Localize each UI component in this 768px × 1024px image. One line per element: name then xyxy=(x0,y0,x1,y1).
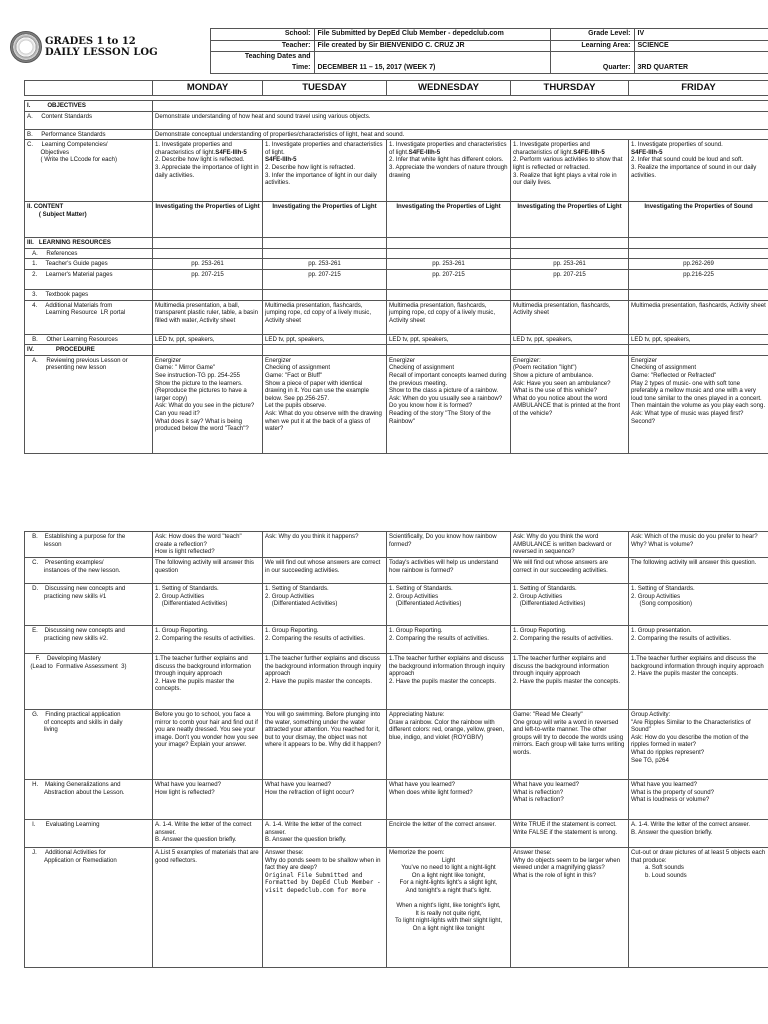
proc-d-thursday: 1. Setting of Standards. 2. Group Activities (Differentiated Activities) xyxy=(511,584,629,626)
form-title-line1: GRADES 1 to 12 xyxy=(45,35,136,47)
materials-thursday: Multimedia presentation, flashcards, Activity sheet xyxy=(511,300,629,334)
content-title-thursday: Investigating the Properties of Light xyxy=(511,202,629,238)
lm-pages-friday: pp.216-225 xyxy=(629,269,768,289)
proc-h-wednesday: What have you learned? When does white light formed? xyxy=(387,780,511,820)
other-resources-label: B. Other Learning Resources xyxy=(25,334,153,345)
tg-pages-label: 1. Teacher's Guide pages xyxy=(25,259,153,270)
other-resources-friday: LED tv, ppt, speakers, xyxy=(629,334,768,345)
materials-friday: Multimedia presentation, flashcards, Activity sheet xyxy=(629,300,768,334)
procedure-label: IV. PROCEDURE xyxy=(25,345,153,356)
proc-i-monday: A. 1-4. Write the letter of the correct answer. B. Answer the question briefly. xyxy=(153,820,263,848)
materials-wednesday: Multimedia presentation, flashcards, jumping rope, cd copy of a lively music, Activity sheet xyxy=(387,300,511,334)
proc-f-thursday: 1.The teacher further explains and discuss the background information through inquiry approach 2. Have the pupils master the concepts. xyxy=(511,654,629,710)
materials-tuesday: Multimedia presentation, flashcards, jumping rope, cd copy of a lively music, Activity sheet xyxy=(263,300,387,334)
materials-monday: Multimedia presentation, a ball, transparent plastic ruler, table, a basin filled with water, Activity sheet xyxy=(153,300,263,334)
grade-value: IV xyxy=(634,29,768,41)
lm-pages-wednesday: pp. 207-215 xyxy=(387,269,511,289)
header-table xyxy=(8,28,768,74)
day-thursday: THURSDAY xyxy=(511,81,629,96)
proc-j-wednesday xyxy=(387,848,511,968)
additional-materials-label: 4. Additional Materials from Learning Resource LR portal xyxy=(25,300,153,334)
watermark-note: Original File Submitted and Formatted by DepEd Club Member - visit depedclub.com for more xyxy=(265,871,381,894)
proc-j-friday-intro: Cut-out or draw pictures of at least 5 objects each that produce: xyxy=(631,849,766,864)
lesson-table-page2 xyxy=(24,531,768,968)
proc-j-monday: A.List 5 examples of materials that are good reflectors. xyxy=(153,848,263,968)
school-value: File Submitted by DepEd Club Member - depedclub.com xyxy=(314,29,550,41)
proc-i-tuesday: A. 1-4. Write the letter of the correct answer. B. Answer the question briefly. xyxy=(263,820,387,848)
proc-f-monday: 1.The teacher further explains and discuss the background information through inquiry approach 2. Have the pupils master the concepts. xyxy=(153,654,263,710)
proc-g-tuesday: You will go swimming. Before plunging into the water, something under the water attracted your attention. You reached for it, but to your dismay, the object was not where it appears to be. Why did it happen? xyxy=(263,710,387,780)
school-label: School: xyxy=(210,29,314,41)
proc-h-thursday: What have you learned? What is reflection? What is refraction? xyxy=(511,780,629,820)
proc-a-friday: Energizer Checking of assignment Game: "Reflected or Refracted" Play 2 types of music- one with soft tone preferably a mellow music and one with a very loud tone similar to the ones played in a concert. Then maintain the volume as you play each song. Ask: What type of music was played first? Second? xyxy=(629,355,768,453)
other-resources-tuesday: LED tv, ppt, speakers, xyxy=(263,334,387,345)
proc-i-thursday: Write TRUE if the statement is correct. Write FALSE if the statement is wrong. xyxy=(511,820,629,848)
proc-b-friday: Ask: Which of the music do you prefer to hear? Why? What is volume? xyxy=(629,532,768,558)
quarter-value: 3RD QUARTER xyxy=(634,52,768,74)
proc-j-tuesday xyxy=(263,848,387,968)
form-title-line2: DAILY LESSON LOG xyxy=(45,46,158,58)
lm-pages-label: 2. Learner's Material pages xyxy=(25,269,153,289)
proc-d-wednesday: 1. Setting of Standards. 2. Group Activities (Differentiated Activities) xyxy=(387,584,511,626)
proc-c-tuesday: We will find out whose answers are correct in our succeeding activities. xyxy=(263,558,387,584)
day-wednesday: WEDNESDAY xyxy=(387,81,511,96)
day-header-row xyxy=(24,80,768,96)
other-resources-thursday: LED tv, ppt, speakers, xyxy=(511,334,629,345)
proc-g-wednesday: Appreciating Nature: Draw a rainbow. Color the rainbow with different colors: red, orange, yellow, green, blue, indigo, and violet (ROYGBIV) xyxy=(387,710,511,780)
proc-h-friday: What have you learned? What is the property of sound? What is loudness or volume? xyxy=(629,780,768,820)
proc-d-tuesday: 1. Setting of Standards. 2. Group Activities (Differentiated Activities) xyxy=(263,584,387,626)
proc-j-label: J. Additional Activities for Application or Remediation xyxy=(25,848,153,968)
proc-a-label: A. Reviewing previous Lesson or presenting new lesson xyxy=(25,355,153,453)
list-item: a. Soft sounds xyxy=(645,864,684,872)
objectives-heading: I. OBJECTIVES xyxy=(25,101,153,112)
objectives-blank xyxy=(153,101,768,112)
grade-label: Grade Level: xyxy=(550,29,634,41)
proc-j-friday xyxy=(629,848,768,968)
content-title-tuesday: Investigating the Properties of Light xyxy=(263,202,387,238)
proc-d-monday: 1. Setting of Standards. 2. Group Activities (Differentiated Activities) xyxy=(153,584,263,626)
content-title-wednesday: Investigating the Properties of Light xyxy=(387,202,511,238)
proc-i-wednesday: Encircle the letter of the correct answer. xyxy=(387,820,511,848)
deped-seal-icon xyxy=(10,31,42,63)
teacher-label: Teacher: xyxy=(210,40,314,52)
day-header-blank xyxy=(25,81,153,96)
proc-b-tuesday: Ask: Why do you think it happens? xyxy=(263,532,387,558)
competency-thursday: 1. Investigate properties and characteristics of light.S4FE-IIIh-5 2. Perform various activities to show that light is reflected or refracted. 3. Realize that light plays a vital role in our daily lives. xyxy=(511,140,629,202)
lm-pages-monday: pp. 207-215 xyxy=(153,269,263,289)
proc-j-tuesday-text: Answer these: Why do ponds seem to be shallow when in fact they are deep? xyxy=(265,849,381,872)
lm-pages-thursday: pp. 207-215 xyxy=(511,269,629,289)
proc-b-monday: Ask: How does the word "teach" create a reflection? How is light reflected? xyxy=(153,532,263,558)
area-value: SCIENCE xyxy=(634,40,768,52)
proc-g-label: G. Finding practical application of concepts and skills in daily living xyxy=(25,710,153,780)
proc-f-label: F. Developing Mastery (Lead to Formative Assessment 3) xyxy=(25,654,153,710)
proc-e-monday: 1. Group Reporting. 2. Comparing the results of activities. xyxy=(153,626,263,654)
proc-c-friday: The following activity will answer this question. xyxy=(629,558,768,584)
competency-monday: 1. Investigate properties and characteristics of light.S4FE-IIIh-5 2. Describe how light is reflected. 3. Appreciate the importance of light in daily activities. xyxy=(153,140,263,202)
proc-e-tuesday: 1. Group Reporting. 2. Comparing the results of activities. xyxy=(263,626,387,654)
tg-pages-friday: pp.262-269 xyxy=(629,259,768,270)
proc-c-label: C. Presenting examples/ instances of the new lesson. xyxy=(25,558,153,584)
proc-g-friday: Group Activity: "Are Ripples Similar to the Characteristics of Sound" Ask: How do you describe the motion of the ripples formed in water? What do ripples represent? See TG, p264 xyxy=(629,710,768,780)
competency-tuesday: 1. Investigate properties and characteristics of light. S4FE-IIIh-5 2. Describe how light is refracted. 3. Infer the importance of light in our daily activities. xyxy=(263,140,387,202)
performance-standard-label: B. Performance Standards xyxy=(25,129,153,140)
proc-a-tuesday: Energizer Checking of assignment Game: "Fact or Bluff" Show a piece of paper with identical drawing in it. You can use the example below. See pp.256-257. Let the pupils observe. Ask: What do you observe with the drawing when we put it at the back of a glass of water? xyxy=(263,355,387,453)
proc-b-label: B. Establishing a purpose for the lesson xyxy=(25,532,153,558)
competencies-label: C. Learning Competencies/ Objectives ( Write the LCcode for each) xyxy=(25,140,153,202)
content-label: II. CONTENT ( Subject Matter) xyxy=(25,202,153,238)
resources-label: III. LEARNING RESOURCES xyxy=(25,238,153,249)
day-monday: MONDAY xyxy=(153,81,263,96)
day-friday: FRIDAY xyxy=(629,81,768,96)
proc-e-thursday: 1. Group Reporting. 2. Comparing the results of activities. xyxy=(511,626,629,654)
area-label: Learning Area: xyxy=(550,40,634,52)
day-tuesday: TUESDAY xyxy=(263,81,387,96)
content-title-friday: Investigating the Properties of Sound xyxy=(629,202,768,238)
proc-g-monday: Before you go to school, you face a mirror to comb your hair and find out if you are neatly dressed. You see your image. Don't you wonder how you see your image? Explain your answer. xyxy=(153,710,263,780)
tg-pages-thursday: pp. 253-261 xyxy=(511,259,629,270)
dates-label-2: Time: xyxy=(210,63,314,74)
proc-h-monday: What have you learned? How light is reflected? xyxy=(153,780,263,820)
quarter-label: Quarter: xyxy=(550,52,634,74)
lm-pages-tuesday: pp. 207-215 xyxy=(263,269,387,289)
proc-i-label: I. Evaluating Learning xyxy=(25,820,153,848)
tg-pages-monday: pp. 253-261 xyxy=(153,259,263,270)
proc-j-thursday: Answer these: Why do objects seem to be larger when viewed under a magnifying glass? What is the role of light in this? xyxy=(511,848,629,968)
proc-a-monday: Energizer Game: " Mirror Game" See instruction-TG pp. 254-255 Show the picture to the learners. (Reproduce the pictures to have a larger copy) Ask: What do you see in the picture? Can you read it? What does it say? What is being produced below the word "Teach"? xyxy=(153,355,263,453)
proc-c-thursday: We will find out whose answers are correct in our succeeding activities. xyxy=(511,558,629,584)
logo-cell xyxy=(8,29,210,74)
dates-value: DECEMBER 11 – 15, 2017 (WEEK 7) xyxy=(314,52,550,74)
dates-label-1: Teaching Dates and xyxy=(210,52,314,63)
proc-b-thursday: Ask: Why do you think the word AMBULANCE is written backward or reversed in sequence? xyxy=(511,532,629,558)
poem-intro: Memorize the poem: xyxy=(389,849,445,856)
proc-f-friday: 1.The teacher further explains and discuss the background information through inquiry approach 2. Have the pupils master the concepts. xyxy=(629,654,768,710)
proc-e-label: E. Discussing new concepts and practicing new skills #2. xyxy=(25,626,153,654)
proc-h-label: H. Making Generalizations and Abstraction about the Lesson. xyxy=(25,780,153,820)
proc-b-wednesday: Scientifically, Do you know how rainbow formed? xyxy=(387,532,511,558)
proc-f-tuesday: 1.The teacher further explains and discuss the background information through inquiry approach 2. Have the pupils master the concepts. xyxy=(263,654,387,710)
references-label: A. References xyxy=(25,248,153,259)
proc-h-tuesday: What have you learned? How the refraction of light occur? xyxy=(263,780,387,820)
proc-d-label: D. Discussing new concepts and practicing new skills #1 xyxy=(25,584,153,626)
proc-e-friday: 1. Group presentation. 2. Comparing the results of activities. xyxy=(629,626,768,654)
other-resources-wednesday: LED tv, ppt, speakers, xyxy=(387,334,511,345)
other-resources-monday: LED tv, ppt, speakers, xyxy=(153,334,263,345)
content-standard-label: A. Content Standards xyxy=(25,111,153,129)
tg-pages-wednesday: pp. 253-261 xyxy=(387,259,511,270)
sound-list xyxy=(631,864,766,879)
proc-d-friday: 1. Setting of Standards. 2. Group Activities (Song composition) xyxy=(629,584,768,626)
proc-i-friday: A. 1-4. Write the letter of the correct answer. B. Answer the question briefly. xyxy=(629,820,768,848)
textbook-label: 3. Textbook pages xyxy=(25,289,153,300)
proc-c-wednesday: Today's activities will help us understand how rainbow is formed? xyxy=(387,558,511,584)
list-item: b. Loud sounds xyxy=(645,871,687,879)
poem-text: Light You've no need to light a night-light On a light night like tonight, For a night-lights light's a slight light, And tonight's a night that's light. When a night's light, like tonight's light, It is really not quite right, To light night-lights with their slight light, On a light night like tonight xyxy=(394,856,503,932)
proc-e-wednesday: 1. Group Reporting. 2. Comparing the results of activities. xyxy=(387,626,511,654)
competency-wednesday: 1. Investigate properties and characteristics of light.S4FE-IIIh-5 2. Infer that white light has different colors. 3. Appreciate the wonders of nature through drawing xyxy=(387,140,511,202)
teacher-value: File created by Sir BIENVENIDO C. CRUZ JR xyxy=(314,40,550,52)
proc-f-wednesday: 1.The teacher further explains and discuss the background information through inquiry approach 2. Have the pupils master the concepts. xyxy=(387,654,511,710)
proc-a-wednesday: Energizer Checking of assignment Recall of important concepts learned during the previous meeting. Show to the class a picture of a rainbow. Ask: When do you usually see a rainbow? Do you know how it is formed? Reading of the story "The Story of the Rainbow" xyxy=(387,355,511,453)
competency-friday: 1. Investigate properties of sound. S4FE-IIIh-5 2. Infer that sound could be loud and soft. 3. Realize the importance of sound in our daily activities. xyxy=(629,140,768,202)
proc-g-thursday: Game: "Read Me Clearly" One group will write a word in reversed and left-to-write manner. The other groups will try to decode the words using mirrors. Each group will take turns writing words. xyxy=(511,710,629,780)
lesson-table-page1 xyxy=(24,100,768,454)
tg-pages-tuesday: pp. 253-261 xyxy=(263,259,387,270)
performance-standard-value: Demonstrate conceptual understanding of properties/characteristics of light, heat and sound. xyxy=(153,129,768,140)
proc-a-thursday: Energizer: (Poem recitation "light") Show a picture of ambulance. Ask: Have you seen an ambulance? What is the use of this vehicle? What do you notice about the word AMBULANCE that is printed at the front of the vehicle? xyxy=(511,355,629,453)
content-standard-value: Demonstrate understanding of how heat and sound travel using various objects. xyxy=(153,111,768,129)
content-title-monday: Investigating the Properties of Light xyxy=(153,202,263,238)
proc-c-monday: The following activity will answer this question xyxy=(153,558,263,584)
